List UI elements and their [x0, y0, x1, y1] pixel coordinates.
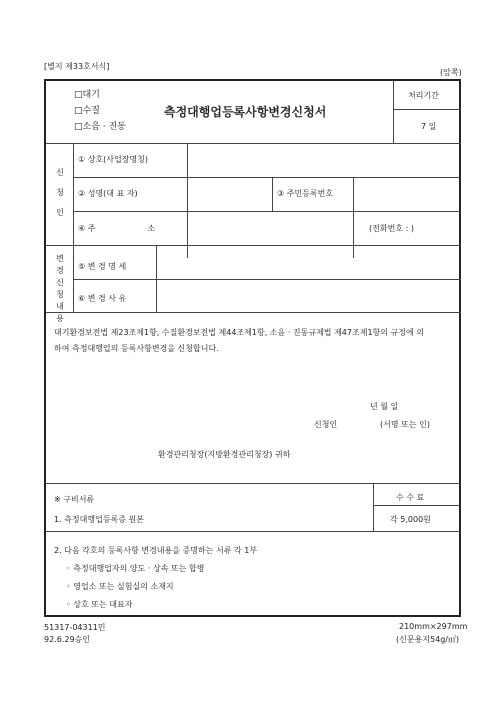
document-subitem: ◦ 상호 또는 대표자 [66, 600, 133, 609]
fee-label: 수 수 료 [396, 493, 425, 502]
processing-period-value: 7 일 [421, 122, 437, 131]
processing-period-label: 처리기간 [408, 91, 439, 100]
form-title: 측정대행업등록사항변경신청서 [164, 105, 327, 119]
phone-number-label: (전화번호 : ) [369, 224, 414, 233]
resident-number-label: ③ 주민등록번호 [277, 189, 334, 198]
business-name-label: ① 상호(사업장명칭) [78, 155, 149, 164]
application-form [44, 79, 461, 617]
required-document-1: 1. 측정대행업등록증 원본 [54, 515, 144, 524]
change-details-label: ⑤ 변 경 명 세 [78, 262, 127, 271]
required-documents-heading: ※ 구비서류 [54, 495, 95, 504]
change-reason-label: ⑥ 변 경 사 유 [78, 294, 127, 303]
check-air[interactable]: □대기 [74, 90, 100, 100]
fee-value: 각 5,000원 [390, 515, 431, 524]
page-side: (앞쪽) [440, 68, 462, 77]
date-line: 년 월 일 [370, 402, 399, 411]
statement-line-1: 대기환경보전법 제23조제1항, 수질환경보전법 제44조제1항, 소음 · 진동규제법 제47조제1항의 규정에 의 [54, 328, 424, 337]
representative-label: ② 성명(대 표 자) [78, 189, 138, 198]
applicant-section-label: 신 청 인 [56, 168, 64, 217]
form-number: [별지 제33호서식] [44, 62, 110, 71]
addressee: 환경관리청장(지방환경관리청장) 귀하 [158, 450, 291, 459]
change-section-label: 변 경 신 청 내 용 [56, 254, 64, 323]
statement-line-2: 하여 측정대행업의 등록사항변경을 신청합니다. [54, 344, 219, 353]
applicant-signature-label: 신청인 [314, 420, 338, 429]
paper-size: 210mm×297mm [399, 622, 468, 631]
form-code: 51317-04311민 [44, 623, 106, 632]
document-subitem: ◦ 측정대행업자의 양도 · 상속 또는 합병 [66, 564, 205, 573]
address-label: ④ 주 소 [78, 224, 156, 233]
document-subitem: ◦ 영업소 또는 실험실의 소재지 [66, 582, 174, 591]
check-water[interactable]: □수질 [74, 106, 100, 116]
check-noise-vibration[interactable]: □소음 · 진동 [74, 122, 126, 132]
approval-date: 92.6.29승인 [44, 635, 90, 644]
signature-placeholder: (서명 또는 인) [380, 420, 430, 429]
paper-type: (신문용지54g/㎡) [396, 635, 460, 644]
required-document-2: 2. 다음 각호의 등록사항 변경내용을 증명하는 서류 각 1부 [54, 546, 258, 555]
